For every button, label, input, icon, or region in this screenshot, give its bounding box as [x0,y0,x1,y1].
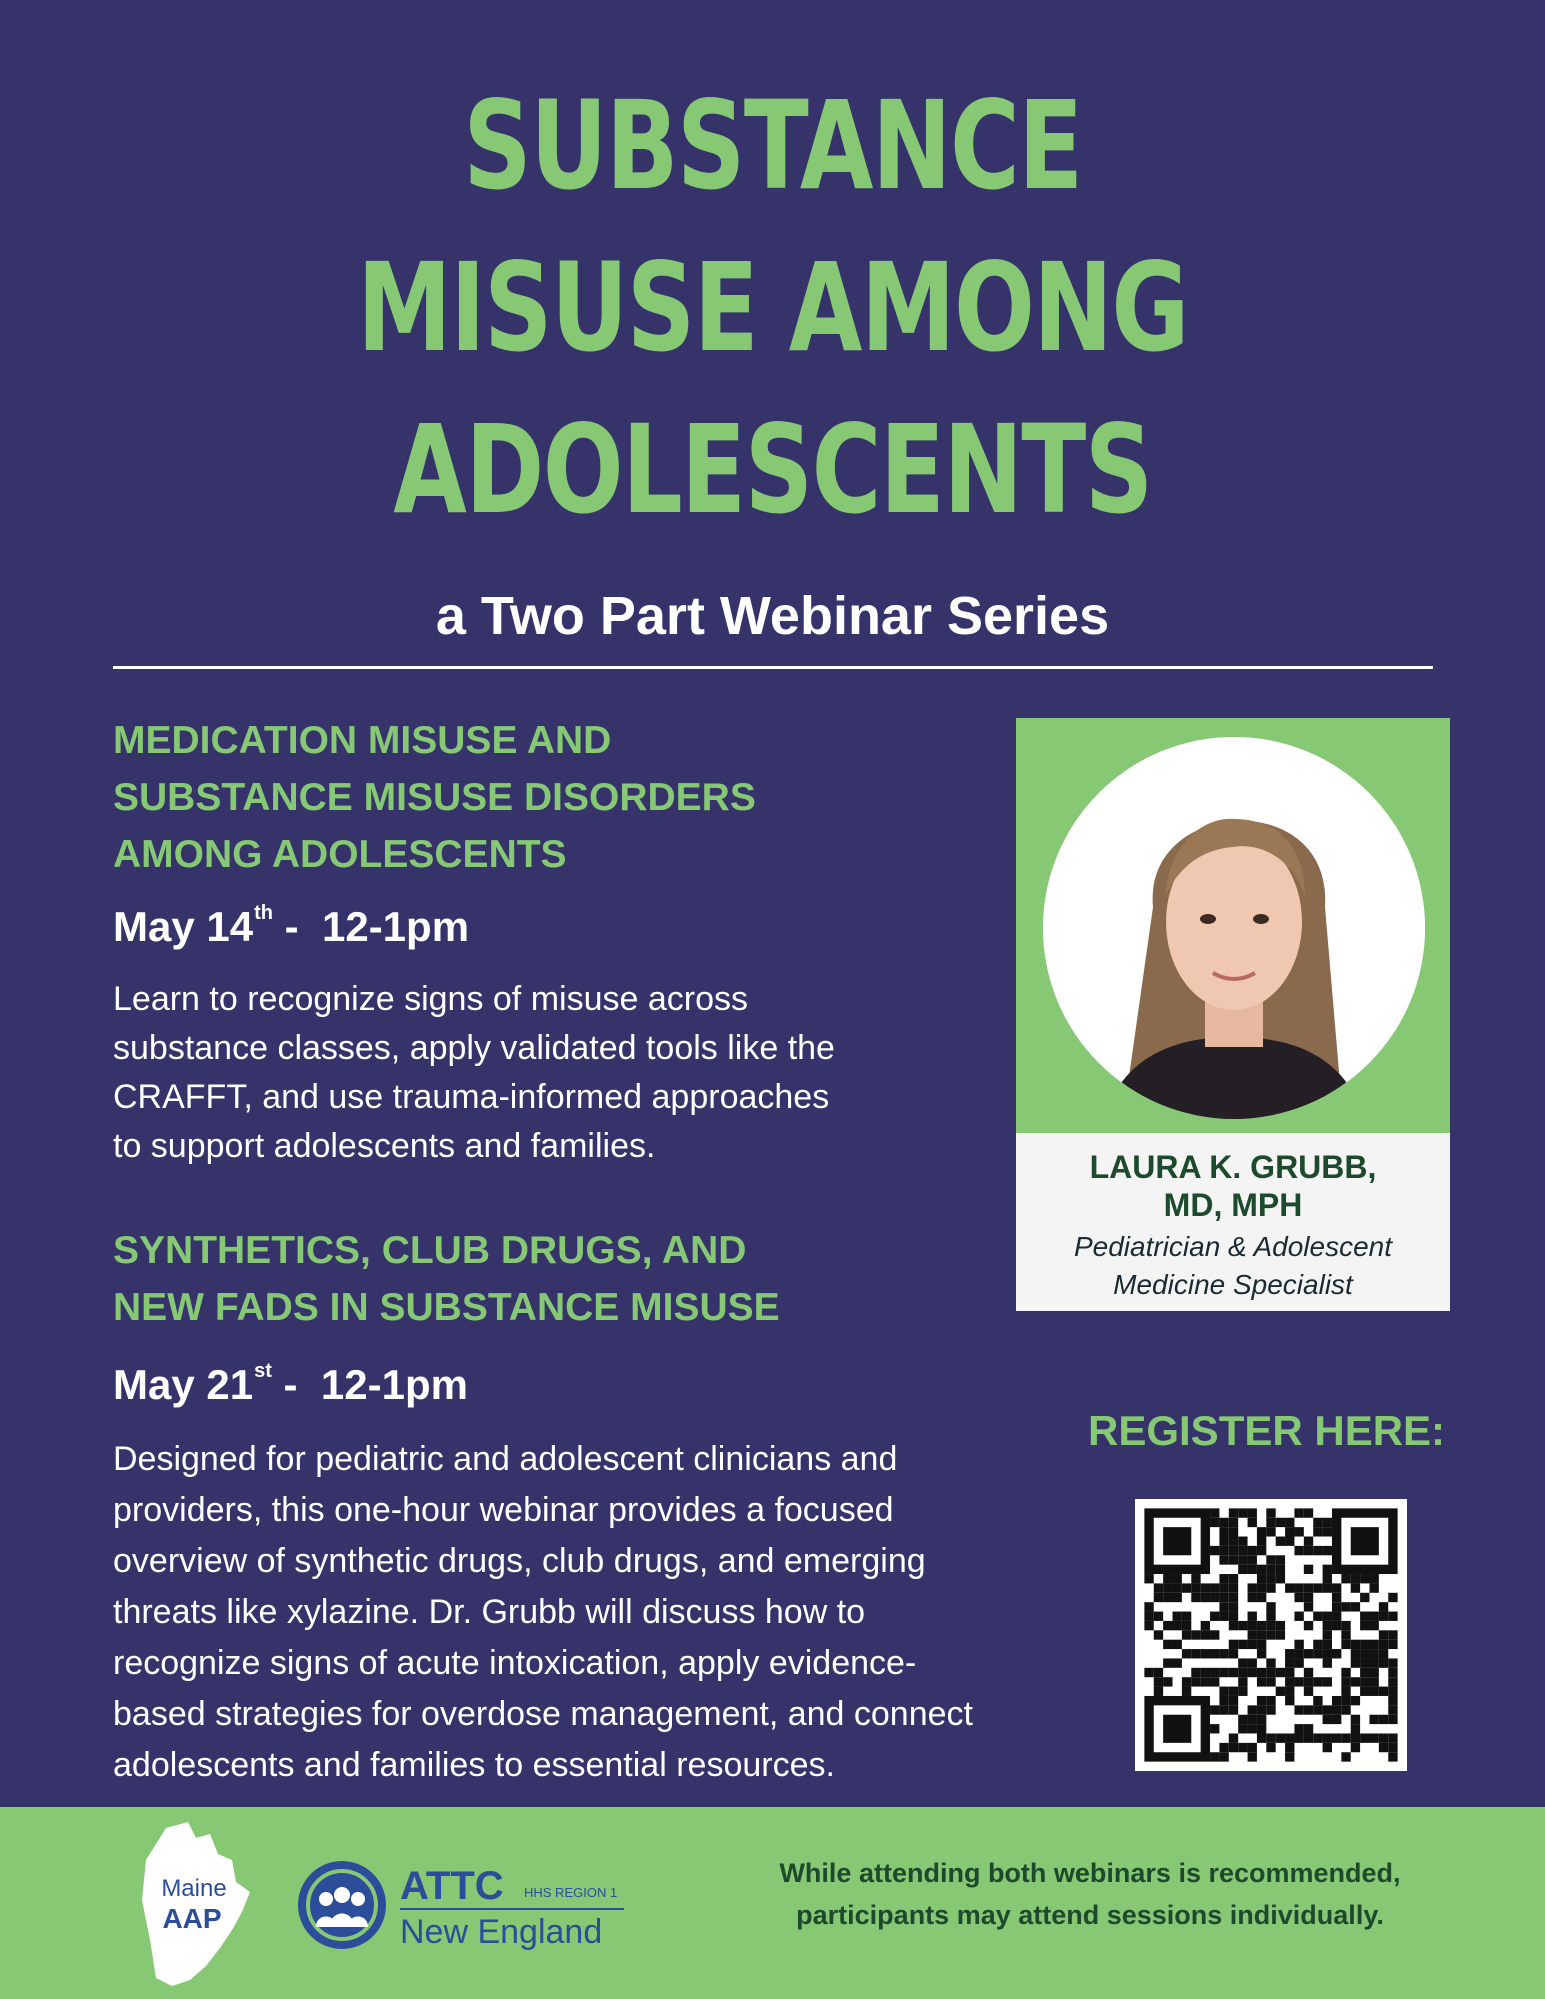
session-1-desc-line: substance classes, apply validated tools like the [113,1029,835,1067]
session-1-title-line: AMONG ADOLESCENTS [113,833,567,876]
speaker-portrait-icon [1043,737,1425,1119]
speaker-name-line: LAURA K. GRUBB, [1089,1149,1377,1185]
session-1-date-suffix: th [254,902,273,924]
session-1-desc-line: CRAFFT, and use trauma-informed approaches [113,1078,830,1116]
session-2-date-time: - 12-1pm [271,1361,468,1408]
session-1-date [113,902,469,951]
session-2-date [113,1360,468,1409]
session-1-desc-line: to support adolescents and families. [113,1127,656,1165]
session-1-description [113,975,1073,1171]
qr-code-icon [1135,1499,1407,1771]
attc-brand-text: ATTC [400,1864,504,1908]
speaker-card [1016,718,1450,1311]
footer-note-line: While attending both webinars is recommended, [779,1858,1401,1888]
subtitle: a Two Part Webinar Series [435,586,1110,646]
aap-logo-word: AAP [162,1903,222,1934]
session-2-title-line: NEW FADS IN SUBSTANCE MISUSE [113,1286,780,1329]
title-line-3: ADOLESCENTS [393,399,1152,541]
footer-note [700,1852,1480,1936]
session-1-title [113,712,1013,883]
speaker-role-line: Pediatrician & Adolescent [1073,1231,1393,1262]
session-2-desc-line: based strategies for overdose management, and connect [113,1695,973,1733]
session-2-desc-line: threats like xylazine. Dr. Grubb will discuss how to [113,1593,866,1631]
session-2-desc-line: adolescents and families to essential resources. [113,1746,835,1784]
register-qr-code[interactable] [1135,1499,1407,1771]
session-1-date-time: - 12-1pm [272,903,470,950]
attc-new-england-logo [296,1855,626,1955]
title-line-2: MISUSE AMONG [357,237,1188,379]
session-1-date-day: May 14 [113,903,254,950]
page-title [170,65,1375,551]
divider [113,666,1433,669]
session-2-desc-line: overview of synthetic drugs, club drugs, and emerging [113,1542,926,1580]
session-2-title-line: SYNTHETICS, CLUB DRUGS, AND [113,1229,747,1272]
session-2-desc-line: providers, this one-hour webinar provides a focused [113,1491,894,1529]
title-line-1: SUBSTANCE [463,75,1082,217]
session-1-title-line: MEDICATION MISUSE AND [113,719,612,762]
speaker-name [1016,1148,1450,1224]
attc-name-text: New England [400,1913,603,1951]
session-2-desc-line: recognize signs of acute intoxication, apply evidence- [113,1644,917,1682]
maine-aap-logo [136,1820,254,1988]
speaker-role-line: Medicine Specialist [1113,1269,1353,1300]
session-1-desc-line: Learn to recognize signs of misuse across [113,980,748,1018]
maine-logo-word: Maine [161,1875,227,1902]
speaker-photo-frame [1016,718,1450,1133]
attc-region-text: HHS REGION 1 [524,1885,618,1900]
session-2-date-suffix: st [254,1360,272,1382]
footer-note-line: participants may attend sessions individually. [796,1900,1384,1930]
session-2-title [113,1222,1013,1336]
session-2-date-day: May 21 [113,1361,254,1408]
speaker-photo [1043,737,1425,1119]
speaker-role [1016,1228,1450,1304]
speaker-name-line: MD, MPH [1163,1187,1303,1223]
session-2-description [113,1434,1073,1791]
session-2-desc-line: Designed for pediatric and adolescent clinicians and [113,1440,898,1478]
session-1-title-line: SUBSTANCE MISUSE DISORDERS [113,776,756,819]
register-label: REGISTER HERE: [1088,1407,1446,1454]
